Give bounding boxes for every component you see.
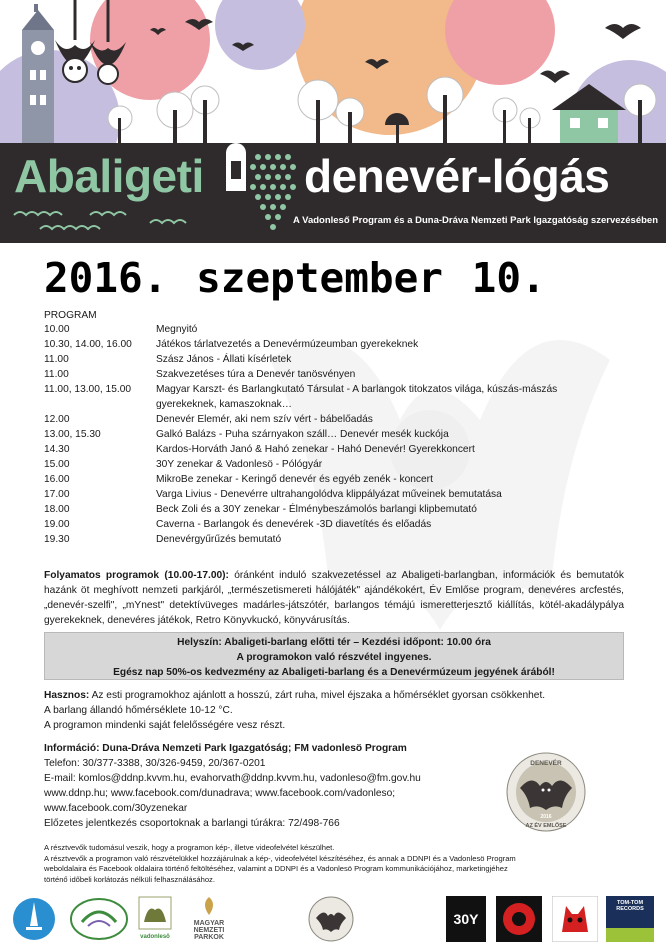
program-row (44, 382, 624, 397)
program-row (44, 517, 624, 532)
continuous-text: óránként induló szakvezetéssel az Abaligeti-barlangban, információk és bemutatók hazánk öt meghívott nemzeti parkjáról, „természetismereti hálójáték" ajándékokért, Év Emlőse program, denevéres arcfestés, „denevér-szelfi", „mYnest" detektívüveges madárles-játszótér, barlangos témájú ismeretterjesztő kiállítás, kötél-akadálypálya gyerekeknek, denevéres játékok, Retro Könyvkuckó, könyvárusítás. (44, 570, 624, 626)
program-event: Szász János - Állati kísérletek (156, 354, 292, 365)
fine-print-line: A résztvevők a programon való részvételükkel hozzájárulnak a kép-, videofelvétel készítéséhez, és annak a DDNPI és a Vadonlesö Program (44, 853, 516, 863)
program-event: Galkó Balázs - Puha szárnyakon száll… Denevér mesék kuckója (156, 429, 449, 440)
fine-print (44, 843, 634, 885)
program-row (44, 397, 624, 412)
badge-top-text: DENEVÉR (530, 760, 562, 767)
program-event: Denevérgyűrűzés bemutató (156, 534, 282, 545)
program-event: Szakvezetéses túra a Denevér tanösvényen (156, 369, 356, 380)
program-row (44, 427, 624, 442)
event-date: 2016. szeptember 10. (44, 254, 546, 302)
badge-bottom-text: AZ ÉV EMLŐSE (525, 823, 567, 829)
program-time: 11.00 (44, 354, 69, 365)
program-event: Varga Livius - Denevérre ultrahangolódva klippályázat műveinek bemutatása (156, 489, 502, 500)
program-heading: PROGRAM (44, 310, 97, 321)
program-row (44, 442, 624, 457)
program-time: 19.00 (44, 519, 70, 530)
responsibility-note: A programon mindenki saját felelősségére vesz részt. (44, 720, 286, 731)
program-event: Kardos-Horváth Janó & Hahó zenekar - Hahó Denevér! Gyerekkoncert (156, 444, 475, 455)
mnp-leaf-icon (199, 896, 219, 916)
title-left: Abaligeti (14, 150, 204, 202)
lilac-circle (215, 0, 305, 70)
program-event: Beck Zoli és a 30Y zenekar - Élménybeszámolós barlangi klipbemutató (156, 504, 477, 515)
program-time: 12.00 (44, 414, 70, 425)
program-event: Megnyitó (156, 324, 198, 335)
fine-print-line: weboldalaira és Facebook oldalaira történő feltöltéséhez, valamint a DDNPI és a Vadonlesö Program kommunikációjához, marketingjéhez (44, 864, 508, 873)
vadonleso-logo (138, 896, 172, 942)
program-row (44, 322, 624, 337)
program-time: 11.00 (44, 369, 69, 380)
flying-bat-icon (540, 71, 570, 84)
fine-print-line: történő időbeli korlátozás nélküli felhasználásához. (44, 874, 215, 884)
web-line-2: www.facebook.com/30yzenekar (44, 803, 188, 814)
continuous-programs (44, 568, 624, 628)
email-line: E-mail: komlos@ddnp.kvvm.hu, evahorvath@ddnp.kvvm.hu, vadonleso@fm.gov.hu (44, 773, 421, 784)
program-time: 10.00 (44, 324, 70, 335)
mnp-text-1: MAGYAR (193, 920, 225, 927)
info-label: Információ: Duna-Dráva Nemzeti Park Igazgatóság; FM vadonlesö Program (44, 743, 407, 754)
useful-text: Az esti programokhoz ajánlott a hosszú, zárt ruha, mivel éjszaka a hőmérséklet gyorsan csökkenhet. (89, 690, 546, 701)
program-row (44, 337, 624, 352)
useful-label: Hasznos: (44, 690, 90, 701)
program-row (44, 472, 624, 487)
program-time: 13.00, 15.30 (44, 429, 101, 440)
program-row (44, 532, 624, 547)
bat-badge-icon (506, 752, 586, 832)
title-right: denevér-lógás (304, 150, 610, 202)
vadonleso-icon (138, 896, 172, 930)
badge-year: 2016 (540, 814, 552, 820)
title-band (0, 143, 666, 243)
tomtom-green-strip (606, 928, 654, 942)
program-row (44, 352, 624, 367)
dotted-bat-pattern (250, 154, 296, 230)
cave-temperature: A barlang állandó hőmérséklete 10-12 °C. (44, 705, 233, 716)
program-event: Játékos tárlatvezetés a Denevérmúzeumban gyerekeknek (156, 339, 419, 350)
program-row (44, 367, 624, 382)
red-round-logo-icon (496, 896, 542, 942)
program-list (44, 308, 624, 547)
free-entry-line: A programokon való részvétel ingyenes. (236, 652, 432, 663)
web-line-1: www.ddnp.hu; www.facebook.com/dunadrava; www.facebook.com/vadonleso; (44, 788, 396, 799)
program-time: 19.30 (44, 534, 70, 545)
program-row (44, 502, 624, 517)
tower-icon (22, 4, 54, 145)
program-event: Magyar Karszt- és Barlangkutató Társulat - A barlangok titokzatos világa, kúszás-mászás (156, 384, 558, 395)
flying-bat-icon (605, 24, 641, 39)
program-row (44, 412, 624, 427)
organizer-subtitle: A Vadonleső Program és a Duna-Dráva Nemzeti Park Igazgatóság szervezésében (292, 215, 658, 226)
program-time: 10.30, 14.00, 16.00 (44, 339, 132, 350)
program-event: MikroBe zenekar - Keringő denevér és egyéb zenék - koncert (156, 474, 433, 485)
program-event: gyerekeknek, kamaszoknak… (156, 399, 292, 410)
program-time: 14.30 (44, 444, 70, 455)
mnp-text-3: PARKOK (194, 934, 224, 941)
mnp-text-2: NEMZETI (193, 927, 225, 934)
program-time: 16.00 (44, 474, 70, 485)
cat-logo-icon (552, 896, 598, 942)
contact-info (44, 741, 504, 831)
location-line: Helyszín: Abaligeti-barlang előtti tér – Kezdési időpont: 10.00 óra (177, 637, 491, 648)
national-park-logo-icon (68, 896, 130, 942)
year-mammal-badge (506, 752, 586, 832)
bat-round-logo-icon (308, 896, 354, 942)
continuous-label: Folyamatos programok (10.00-17.00): (44, 570, 229, 581)
header-illustration (0, 0, 666, 145)
program-event: 30Y zenekar & Vadonlesö - Pólógyár (156, 459, 323, 470)
registration-line: Előzetes jelentkezés csoportoknak a barlangi túrákra: 72/498-766 (44, 818, 340, 829)
useful-info (44, 688, 624, 733)
discount-line: Egész nap 50%-os kedvezmény az Abaligeti-barlang és a Denevérmúzeum jegyének árából! (113, 667, 555, 678)
mnp-logo (184, 896, 234, 942)
location-infobox (44, 632, 624, 680)
tomtom-text: TOM-TOM RECORDS (616, 900, 644, 912)
program-time (44, 397, 156, 412)
program-time: 17.00 (44, 489, 70, 500)
vadonleso-text: vadonlesö (140, 934, 170, 940)
ddnp-logo-icon (12, 896, 56, 942)
band-30y-logo: 30Y (446, 896, 486, 942)
wave-pattern (14, 212, 186, 229)
fine-print-line: A résztvevők tudomásul veszik, hogy a programon kép-, illetve videofelvétel készülhet. (44, 843, 335, 852)
program-time: 11.00, 13.00, 15.00 (44, 384, 132, 395)
program-event: Caverna - Barlangok és denevérek -3D diavetítés és előadás (156, 519, 432, 530)
program-time: 18.00 (44, 504, 70, 515)
program-event: Denevér Elemér, aki nem szív vért - bábelőadás (156, 414, 373, 425)
program-row (44, 457, 624, 472)
program-row (44, 487, 624, 502)
program-time: 15.00 (44, 459, 70, 470)
landscape-illustration (0, 0, 666, 145)
phone-line: Telefon: 30/377-3388, 30/326-9459, 20/367-0201 (44, 758, 266, 769)
